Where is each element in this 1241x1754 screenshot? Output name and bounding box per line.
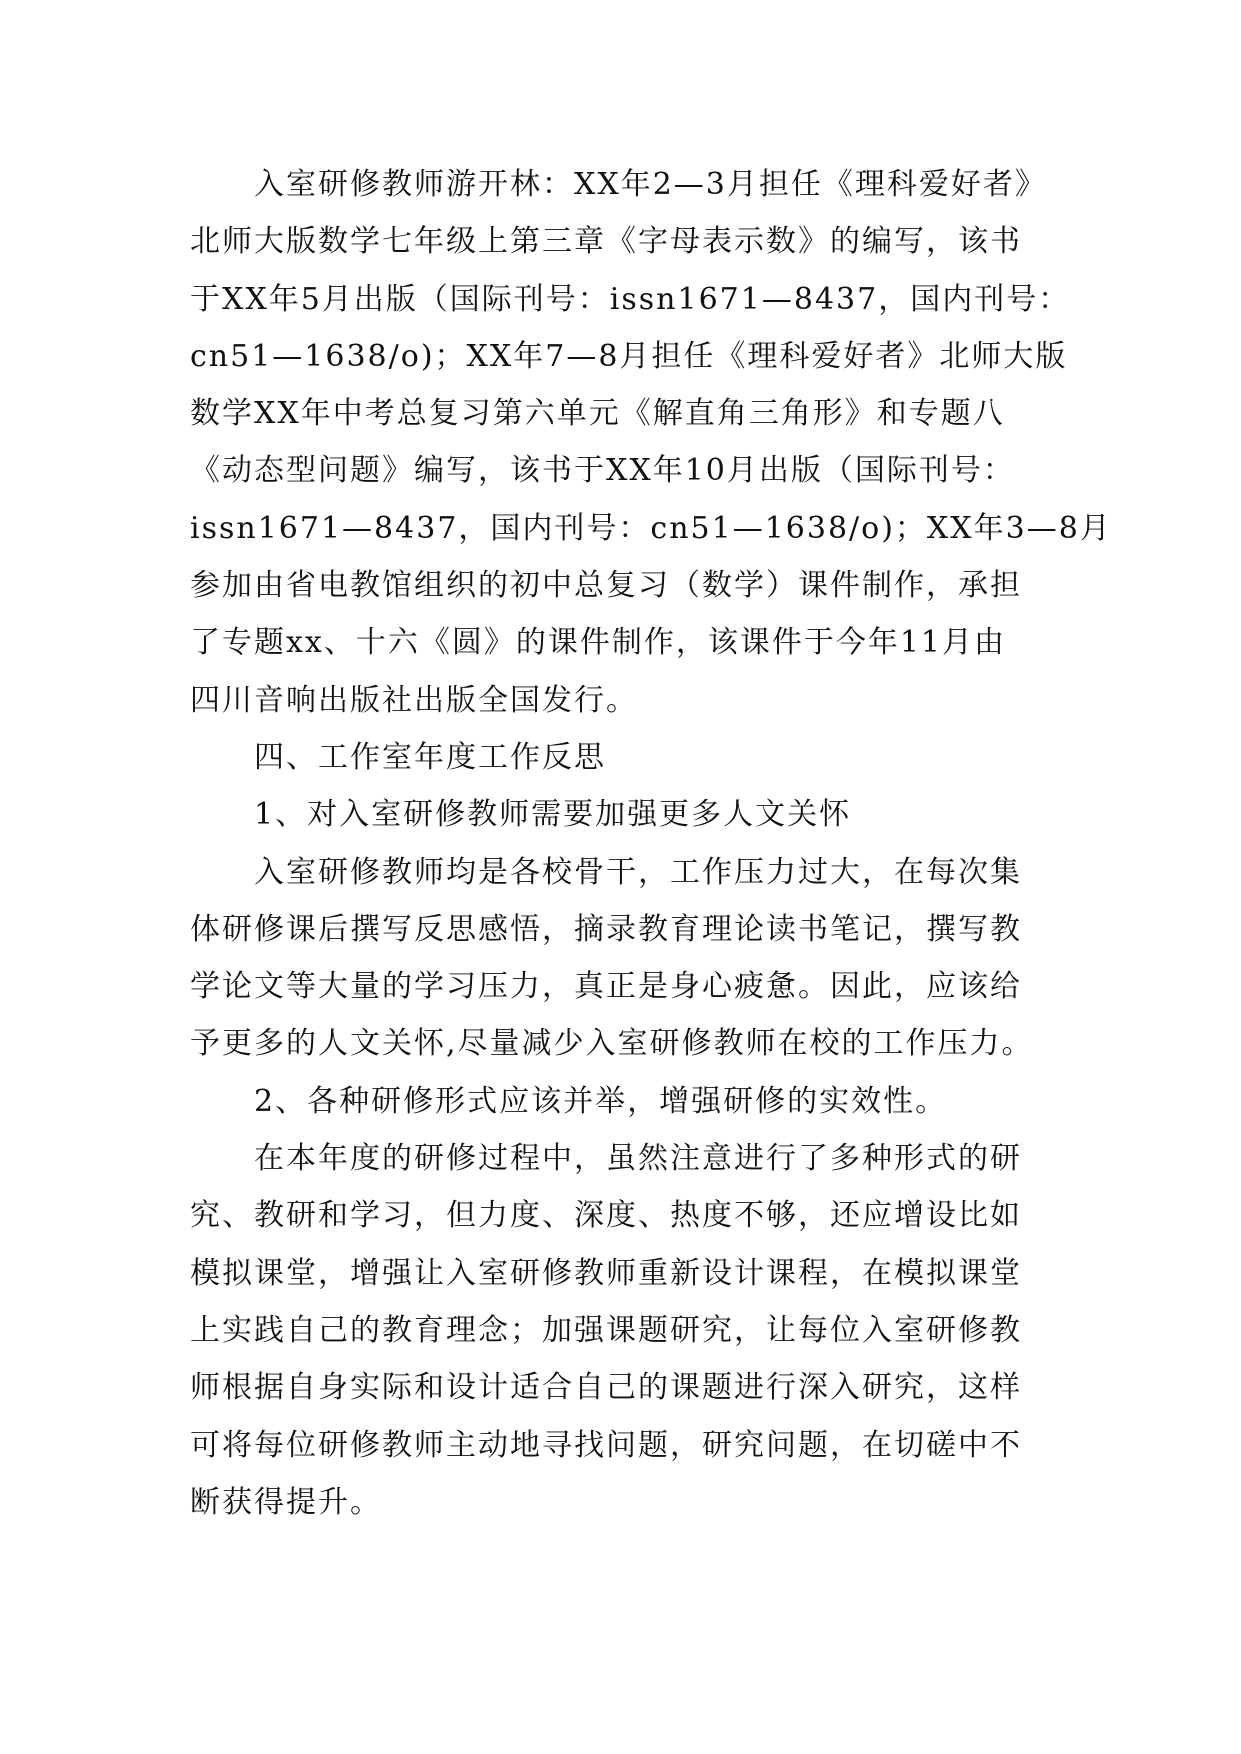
text-line: 入室研修教师游开林：XX年2—3月担任《理科爱好者》 [254,167,1047,202]
section-heading: 四、工作室年度工作反思 [254,739,606,775]
text-line: 究、教研和学习，但力度、深度、热度不够，还应增设比如 [190,1198,1022,1234]
text-line: 上实践自己的教育理念；加强课题研究，让每位入室研修教 [190,1312,1022,1348]
subsection-heading: 2、各种研修形式应该并举，增强研修的实效性。 [254,1083,948,1119]
text-line: 数学XX年中考总复习第六单元《解直角三角形》和专题八 [190,396,1005,432]
text-line: 师根据自身实际和设计适合自己的课题进行深入研究，这样 [190,1370,1022,1406]
text-line: 入室研修教师均是各校骨干，工作压力过大，在每次集 [254,854,1022,890]
text-line: 《动态型问题》编写，该书于XX年10月出版（国际刊号： [190,453,1015,489]
text-line: cn51—1638/o)；XX年7—8月担任《理科爱好者》北师大版 [190,338,1068,374]
text-line: 学论文等大量的学习压力，真正是身心疲惫。因此，应该给 [190,969,1022,1005]
text-line: 体研修课后撰写反思感悟，摘录教育理论读书笔记，撰写教 [190,911,1022,947]
text-line: 北师大版数学七年级上第三章《字母表示数》的编写，该书 [190,224,1022,260]
text-line: 模拟课堂，增强让入室研修教师重新设计课程，在模拟课堂 [190,1255,1022,1291]
text-line: 予更多的人文关怀,尽量减少入室研修教师在校的工作压力。 [190,1026,1034,1062]
text-line: issn1671—8437，国内刊号：cn51—1638/o)；XX年3—8月 [190,510,1112,546]
text-line: 断获得提升。 [190,1484,382,1520]
text-line: 可将每位研修教师主动地寻找问题，研究问题，在切磋中不 [190,1427,1022,1463]
text-line: 四川音响出版社出版全国发行。 [190,682,638,718]
subsection-heading: 1、对入室研修教师需要加强更多人文关怀 [254,797,852,833]
text-line: 参加由省电教馆组织的初中总复习（数学）课件制作，承担 [190,568,1022,604]
document-body [190,156,1112,1531]
text-line: 了专题xx、十六《圆》的课件制作，该课件于今年11月由 [190,625,1007,661]
text-line: 在本年度的研修过程中，虽然注意进行了多种形式的研 [254,1141,1022,1177]
text-line: 于XX年5月出版（国际刊号：issn1671—8437，国内刊号： [190,281,1071,317]
